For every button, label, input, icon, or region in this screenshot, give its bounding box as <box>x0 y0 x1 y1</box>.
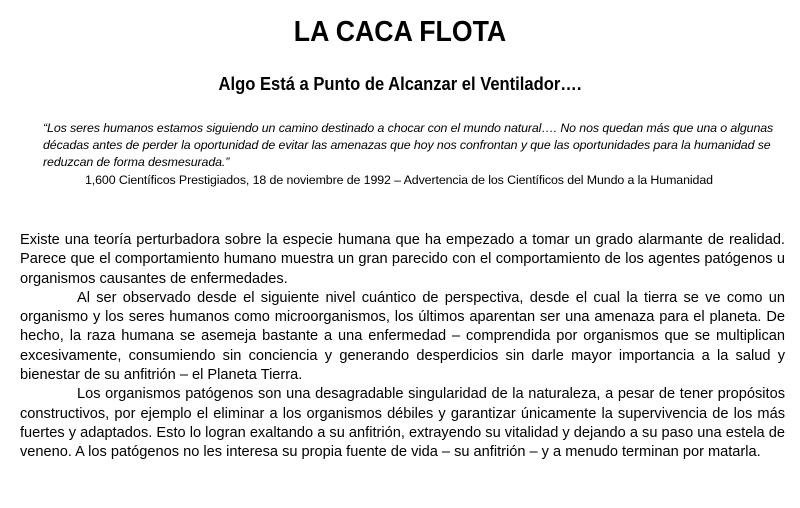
epigraph-attribution: 1,600 Científicos Prestigiados, 18 de noviembre de 1992 – Advertencia de los Científicos del Mundo a la Humanidad <box>85 173 713 187</box>
document-subtitle: Algo Está a Punto de Alcanzar el Ventilador…. <box>218 74 582 94</box>
paragraph-1: Existe una teoría perturbadora sobre la especie humana que ha empezado a tomar un grado alarmante de realidad. Parece que el comportamiento humano muestra un gran parecido con el comportamiento de los agentes patógenos u organismos causantes de enfermedades. <box>20 232 785 287</box>
paragraph-3: Los organismos patógenos son una desagradable singularidad de la naturaleza, a pesar de tener propósitos constructivos, por ejemplo el eliminar a los organismos débiles y garantizar únicamente la supervivencia de los más fuertes y adaptados. Esto lo logran exaltando a su anfitrión, extrayendo su vitalidad y dejando a su paso una estela de veneno. A los patógenos no les interesa su propia fuente de vida – su anfitrión – y a menudo terminan por matarla. <box>20 386 785 461</box>
paragraph-2: Al ser observado desde el siguiente nivel cuántico de perspectiva, desde el cual la tierra se ve como un organismo y los seres humanos como microorganismos, los últimos aparentan ser una amenaza para el planeta. De hecho, la raza humana se asemeja bastante a una enfermedad – comprendida por organismos que se multiplican excesivamente, consumiendo sin conciencia y generando desperdicios sin darle mayor importancia a la salud y bienestar de su anfitrión – el Planeta Tierra. <box>20 289 785 384</box>
document-title: LA CACA FLOTA <box>293 16 507 48</box>
body-text <box>20 231 785 463</box>
epigraph-quote: “Los seres humanos estamos siguiendo un camino destinado a chocar con el mundo natural…. No nos quedan más que una o algunas décadas antes de perder la oportunidad de evitar las amenazas que hoy nos confrontan y que las oportunidades para la humanidad se reduzcan de forma desmesurada.” <box>43 121 774 169</box>
